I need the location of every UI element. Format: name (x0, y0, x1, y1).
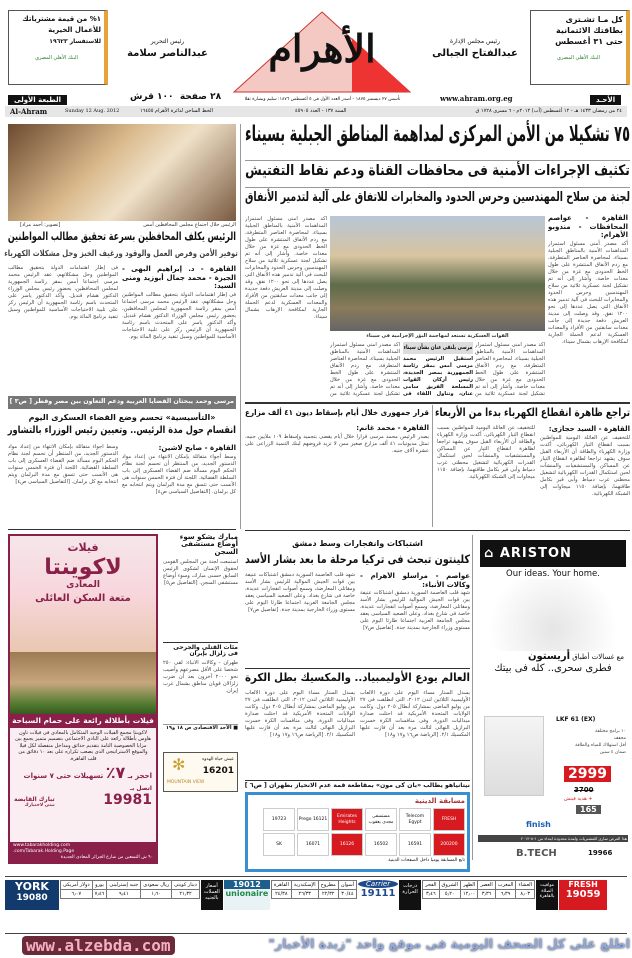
offer-prefix: احجز بـ (127, 772, 152, 781)
ad-offer (10, 764, 156, 785)
carrier-ad[interactable] (358, 880, 398, 910)
article-text: فى إطار اهتمامات الدولة بتحقيق مطالب المواطنين وحل مشكلاتهم، عقد الرئيس محمد مرسى اجتماعا أمس بمقر رئاسة الجمهورية لمجلس المحافظين، بحضور رئيس مجلس الوزراء الدكتور هشام قنديل. وأكد الدكتور ياسر على المتحدث باسم رئاسة الجمهورية أن الرئيس ركز على تلبية الاحتياجات الأساسية للمواطنين وسبل تنفيذ برنامج المائة يوم. (8, 265, 118, 320)
watermark-site[interactable]: www.alzebda.com (22, 936, 175, 955)
promo-line (476, 651, 630, 662)
syria-body (245, 572, 355, 664)
article-text: شهد قلب العاصمة السورية دمشق اشتباكات عنيفة بين قوات الجيش الموالية للرئيس بشار الأسد ومقاتلى المعارضة، وسمع أصوات انفجارات عديدة، خاصة فى شارع بغداد. وعلى الصعيد السياسى يعقد مجلس الجامعة العربية اجتماعا طارئا اليوم على مستوى وزراء الخارجية بمدينة جدة. [تفاصيل ص٧] (360, 590, 470, 631)
ad-title: فيلات (67, 541, 99, 554)
prayer-table (422, 880, 535, 899)
hotline: الخط الساخن لدائرة الأهرام ١٦٤٥٥ (140, 108, 213, 114)
byline: القاهرة - عواصم المحافظات - مندوبو الأهرام: (548, 214, 628, 239)
old-price: 3700 (574, 786, 594, 794)
york-ad[interactable] (5, 880, 59, 910)
date-bar (5, 106, 627, 117)
electricity-headline: تراجع ظاهرة انقطاع الكهرباء بدءا من الأربعاء (434, 406, 630, 419)
logo-text: الأهرام (268, 26, 376, 71)
table-header: الظهر (460, 881, 477, 890)
fresh-logo: FRESH (568, 880, 598, 889)
table-header: المغرب (495, 881, 516, 890)
ad-line: للأعمال الخيرية (48, 26, 101, 34)
currency-table (60, 880, 200, 899)
syria-headline: كلينتون تبحث فى تركيا مرحلة ما بعد بشار الأسد (245, 552, 470, 566)
decree-headline: قرار جمهورى خلال أيام بإسقاط ديون ٤١ ألف مزارع (245, 408, 429, 417)
lead-body-col (245, 216, 327, 398)
bank-logo: البنك الأهلي المصري (557, 55, 600, 61)
ad-title: مسابقة الدينية (414, 797, 465, 805)
offer-percent: ٧٪ (105, 763, 126, 783)
table-cell: ١٫٦٠ (141, 890, 172, 899)
fresh-phone: 19059 (565, 889, 601, 900)
netanyahu-headline[interactable]: نيتانياهو يطالب «بان كى مون» بمقاطعة قمة عدم الانحياز بطهران [ ص٦ ] (244, 782, 470, 789)
ad-address: ٩٠ ش التسعين من شارع الجزائر المعادى الجديدة (60, 855, 153, 860)
feature: ١٠ برامج مختلفة (595, 729, 626, 734)
company-sub: نبنى لاختيارك (24, 803, 55, 809)
president-body (8, 265, 118, 393)
dishwasher-image (484, 716, 544, 796)
iran-story (163, 642, 238, 731)
byline: عواصم - مراسلو الأهرام - وكالات الأنباء: (360, 572, 470, 589)
sponsor-logo[interactable]: SK (263, 833, 295, 856)
electricity-body (540, 425, 630, 525)
mountain-view-ad[interactable] (163, 752, 238, 792)
sponsor-logo[interactable]: FRESH (433, 808, 465, 831)
ad-hero (10, 536, 156, 652)
byline: القاهرة - د. إبراهيم البهى - الجيزة - محمد جمال أبوزيد ومنى السيد: (122, 265, 236, 290)
editor-in-chief (110, 38, 225, 59)
call-label: اتصل بـ (130, 785, 152, 793)
ad-headline: فيلات بأطلالة رائعة على حمام السباحة (10, 714, 156, 728)
ad-line: ١% من قيمة مشترياتك (22, 15, 101, 23)
ad-line: كل مـا تشـترى (565, 15, 623, 24)
article-text: يسدل الستار مساء اليوم على دورة الألعاب الأوليمبية الثلاثين لندن ٢٠١٢، التى انطلقت فى ٢٧ من يوليو الماضى بمشاركة أبطال ٢٠٥ دول. وكانت الولايات المتحدة الأمريكية قد احتلت صدارة ميداليات الدورة. وفى منافسات الكرة خسرت البرازيل النهائى لثالث مرة بعد أن فازت عليها المكسيك ٢/١. [الرياضة ص١٦ و١٧ و١٨] (245, 690, 355, 738)
table-header: الإسكندرية (291, 881, 318, 890)
article-text: وسط أجواء متفائلة بإمكان الانتهاء من إعداد مواد الدستور الجديد، من المنتظر أن تحسم لجنة نظام الحكم اليوم مسألة ضم القضاء العسكرى إلى باب السلطة القضائية. اللجنة أن فترة الخمس سنوات هى الأنسب حتى تتسق مع مدة البرلمان ويتم انتخابه مع كل برلمان. [التفاصيل السياسى ص٤] (122, 453, 236, 495)
table-cell: ٣٠/٤٤ (338, 890, 356, 899)
sponsor-logo[interactable]: 16591 (399, 833, 431, 856)
day-badge: الأحـد (590, 95, 621, 105)
ad-website[interactable]: www.tabarakholding.com (13, 843, 71, 848)
ariston-ad[interactable] (476, 536, 630, 872)
weather-table (271, 880, 357, 899)
feature: أقل استهلاك للمياه والطاقة (575, 743, 626, 748)
promo-brand: أريستون (528, 651, 571, 662)
feature: ضمان ٤ سنين (599, 750, 626, 755)
lead-body-col (475, 342, 545, 398)
table-header: الفجر (423, 881, 439, 890)
decree-body (245, 424, 429, 526)
article-text: استمعت لجنة من المجلس القومى لحقوق الإنسان لشكوى الرئيس السابق حسنى مبارك، وسوء أوضاع مستشفى السجن. [التفاصيل ص٥] (163, 559, 238, 587)
table-cell: ٦٫٠٧ (61, 890, 93, 899)
board-chair-title: رئيس مجلس الإدارة (449, 38, 501, 45)
brand-en: Al-Ahram (10, 107, 48, 116)
ad-brand: لاكوينتا (44, 554, 122, 580)
table-cell: ٢٢/٣٢ (318, 890, 338, 899)
article-text: شهد قلب العاصمة السورية دمشق اشتباكات عنيفة بين قوات الجيش الموالية للرئيس بشار الأسد ومقاتلى المعارضة، وسمع أصوات انفجارات عديدة، خاصة فى شارع بغداد. وعلى الصعيد السياسى يعقد مجلس الجامعة العربية اجتماعا طارئا اليوم على مستوى وزراء الخارجية بمدينة جدة. [تفاصيل ص٧] (245, 572, 355, 613)
constituent-headline: انقسام حول مدة الرئيس.. وتعيين رئيس الوزراء بالتشاور (7, 425, 237, 436)
ad-phone: 19981 (103, 792, 152, 809)
ad-note: تابع المسابقة يوميا داخل الصفحات الدينية (388, 858, 465, 863)
mubarak-story (163, 534, 238, 629)
btech-logo: B.TECH (516, 848, 557, 859)
price: ١٠٠ قرش (130, 92, 174, 102)
edition-badge: الطبعة الأولى (8, 95, 67, 105)
finish-logo: finish (526, 820, 551, 829)
table-header: أسوان (338, 881, 356, 890)
top-right-bank-ad[interactable] (530, 10, 630, 85)
article-text: يسدل الستار مساء اليوم على دورة الألعاب الأوليمبية الثلاثين لندن ٢٠١٢، التى انطلقت فى ٢٧ من يوليو الماضى بمشاركة أبطال ٢٠٥ دول. وكانت الولايات المتحدة الأمريكية قد احتلت صدارة ميداليات الدورة. وفى منافسات الكرة خسرت البرازيل النهائى لثالث مرة بعد أن فازت عليها المكسيك ٢/١. [الرياضة ص١٦ و١٧ و١٨] (360, 690, 470, 738)
olympics-headline: العالم يودع الأوليمبياد.. والمكسيك بطل الكرة (245, 671, 470, 684)
table-cell: ٣٫٤٦ (423, 890, 439, 899)
section-rule (245, 530, 630, 531)
constituent-body (8, 444, 118, 526)
gift-note: + هدية فينش (564, 796, 593, 802)
constituent-body (122, 444, 236, 526)
ad-slogan: Our ideas. Your home. (506, 569, 600, 579)
sponsor-logo[interactable]: Emirates Heights (331, 808, 363, 831)
table-cell: ٥٫٢٠ (439, 890, 460, 899)
photo-caption: القوات العسكرية تستعد لمهاجمة البؤر الإجرامية فى سيناء (366, 333, 509, 339)
table-cell: ٣٫٣٦ (478, 890, 495, 899)
ad-line: للاستفسار ١٩٦٢٣ (49, 38, 101, 45)
promo-tagline: فطرى سحرى.. كله فى بيتك (494, 663, 612, 674)
sponsor-logo[interactable]: Telecom Egypt (399, 808, 431, 831)
issue-number: السنة ١٣٧ - العدد ٤٥٩٠٥ (295, 108, 347, 114)
table-cell: ٦٫٣٩ (495, 890, 516, 899)
sponsor-logo[interactable]: 16502 (365, 833, 397, 856)
carrier-phone: 19111 (360, 888, 396, 899)
qatar-banner[interactable]: مرسى وحمد يبحثان القضايا العربية ودعم التعاون بين مصر وقطر [ ص٣ ] (8, 396, 236, 409)
house-icon: ⌂ (484, 546, 495, 561)
ad-brand: MOUNTAIN VIEW (167, 780, 205, 785)
constituent-kicker: «التأسيسية» تحسم وضع القضاء العسكرى اليوم (28, 413, 216, 422)
ad-line: بطاقتك الائتمانية (556, 26, 623, 35)
website-link[interactable]: www.ahram.org.eg (440, 94, 513, 103)
byline: القاهرة - السيد حجازى: (548, 425, 630, 433)
article-text: أكد مصدر أمنى مسئول استمرار المداهمات الأمنية بالمناطق الجبلية بسيناء، لمحاصرة العناصر المتطرفة، مع ردم الأنفاق المنتشرة على طول الخط الحدودى مع غزة من خلال معدات خاصة. وأشار إلى أنه تم تشكيل لجنة عسكرية ثلاثية من سلاح المهندسين وحرس الحدود والمخابرات للبحث فى آلية تدمير هذه الأنفاق التى يصل عددها إلى نحو ١٢٠٠ نفق. وقد وصلت إلى مدينة العريش دفعة جديدة إلى جانب معدات سابقتين من الأفراد والمعدات العسكرية لدعم الحملة الجارية لمكافحة الإرهاب بشمال سيناء. (245, 216, 327, 320)
sinai-box (403, 342, 473, 398)
btech-phone: 19966 (588, 849, 613, 857)
ad-call (103, 785, 152, 808)
photo-credit: [تصوير: أحمد مراد] (20, 222, 61, 228)
president-body (122, 265, 236, 393)
board-chair-name: عبدالفتاح الجبالى (432, 48, 518, 59)
sponsor-logo[interactable]: 16126 (331, 833, 363, 856)
table-header: يورو (92, 881, 107, 890)
column-divider (432, 405, 433, 527)
feature: مجفف (613, 736, 626, 741)
table-header: الشروق (439, 881, 460, 890)
sponsor-logo[interactable]: 200200 (433, 833, 465, 856)
syria-kicker: اشتباكات وانفجارات وسط دمشق (292, 539, 423, 548)
box-text: استقبل الرئيس محمد مرسى أمس بمقر رئاسة الجمهورية بمصر الجديدة، رئيس أركان القوات المسلحة الفريق سامى عنان، وتناول اللقاء فى (403, 356, 473, 397)
lead-subheadline: لجنة من سلاح المهندسين وحرس الحدود والمخابرات للاتفاق على آلية لتدمير الأنفاق (245, 187, 630, 205)
table-header: العصر (478, 881, 495, 890)
la-quinta-ad[interactable] (8, 534, 158, 864)
table-header: مطروح (318, 881, 338, 890)
unionaire-phone: 19012 (224, 880, 270, 889)
date-en: Sunday 12 Aug. 2012 (65, 108, 120, 114)
electricity-body (437, 425, 535, 525)
hijri-date: ٢٤ من رمضان ١٤٣٣ هـ - ١٢ أغسطس (آب) ٢٠١٢م - ٦ مسرى ١٧٢٨ ق (475, 108, 622, 114)
ad-tagline: متعة السكن العائلى (35, 593, 131, 605)
model-number: LKF 61 (EX) (556, 716, 596, 723)
column-divider (240, 124, 241, 529)
carrier-logo: Carrier (358, 880, 398, 888)
board-chair (420, 38, 530, 59)
article-text: أكد مصدر أمنى مسئول استمرار المداهمات الأمنية بالمناطق الجبلية بسيناء، لمحاصرة العناصر المتطرفة، مع ردم الأنفاق المنتشرة على طول الخط الحدودى مع غزة من خلال معدات خاصة. وأشار إلى أنه تم تشكيل لجنة عسكرية ثلاثية من (330, 342, 400, 397)
olympics-body (360, 690, 470, 776)
sponsor-logo[interactable]: 19723 (263, 808, 295, 831)
article-text: للتخفيف عن العائلة اليومية للمواطنين بسبب انقطاع التيار الكهربائى، أكدت وزارة الكهرباء والطاقة أن الأربعاء القبل سوف يشهد تراجعا لظاهرة انقطاع التيار عن المساكن والمستشفيات والمنشآت لحين استكمال القدرات الكهربائية لتشغيل محطتى غرب دمياط وأبى قير بكامل طاقتهما، بإضافة ١١٥٠ ميجاوات إلى الشبكة الكهربائية. (437, 425, 535, 480)
bottom-info-strip (5, 876, 627, 934)
iran-headline: مئات القتلى والجرحى فى زلزال بإيران (173, 644, 238, 658)
box-title: مرسى يلتقى عنان بشأن سيناء (403, 342, 473, 354)
ad-tagline: عيش حياة الهدوء (202, 757, 234, 762)
table-header: دولار أمريكى (61, 881, 93, 890)
editor-title: رئيس التحرير (150, 38, 185, 45)
president-subheadline: توفير الأمن وفرص العمل والوقود ورغيف الخبز وحل مشكلات الكهرباء (4, 248, 238, 258)
section-rule (245, 668, 470, 669)
governors-meeting-photo (8, 124, 236, 221)
table-cell: ٩٫٤١ (107, 890, 141, 899)
bank-logo: البنك الأهلي المصري (35, 55, 78, 61)
top-left-bank-ad[interactable] (8, 10, 108, 85)
company-logo (14, 796, 55, 808)
article-text: أكد مصدر أمنى مسئول استمرار المداهمات الأمنية بالمناطق الجبلية بسيناء، لمحاصرة العناصر المتطرفة، مع ردم الأنفاق المنتشرة على طول الخط الحدودى مع غزة من خلال معدات خاصة. وأشار إلى أنه تم تشكيل لجنة عسكرية ثلاثية من (475, 342, 545, 397)
feature-list (556, 728, 626, 756)
finish-price: 165 (576, 805, 601, 814)
unionaire-ad[interactable] (224, 880, 270, 910)
palm-icon: ✻ (172, 755, 186, 774)
table-header: ريال سعودى (141, 881, 172, 890)
editor-name: عبدالناصر سلامة (127, 48, 208, 59)
article-text: فى إطار اهتمامات الدولة بتحقيق مطالب المواطنين وحل مشكلاتهم، عقد الرئيس محمد مرسى اجتماعا أمس بمقر رئاسة الجمهورية لمجلس المحافظين، بحضور رئيس مجلس الوزراء الدكتور هشام قنديل. وأكد الدكتور ياسر على المتحدث باسم رئاسة الجمهورية أن الرئيس ركز على تلبية الاحتياجات الأساسية للمواطنين وسبل تنفيذ برنامج المائة يوم. (122, 291, 236, 340)
ad-line: حتى ٣١ أغسطس (555, 37, 623, 46)
york-phone: 19080 (16, 893, 48, 903)
ad-footer (10, 842, 156, 862)
ad-phone: 16201 (202, 766, 234, 776)
watermark-text: اطلع على كل الصحف اليومية فى موقع واحد "زبدة الأخبار" (268, 936, 630, 951)
president-headline: الرئيس يكلف المحافظين بسرعة تحقيق مطالب المواطنين (7, 229, 237, 243)
table-cell: ٢٦/٣٣ (291, 890, 318, 899)
company-name: تبارك القابضة (14, 796, 55, 804)
lead-headline: ٧٥ تشكيلا من الأمن المركزى لمداهمة المناطق الجبلية بسيناء (245, 122, 630, 147)
section-rule (8, 529, 236, 530)
column-divider (472, 535, 473, 860)
section-rule (245, 402, 630, 404)
sponsor-logos (250, 808, 465, 856)
ad-brand: ARISTON (499, 546, 572, 561)
masthead-logo (232, 8, 412, 94)
article-text: طهران - وكالات الأنباء: لقى ٢٥٠ شخصا على الأقل مصرعهم وأصيب نحو ٢٠٠٠ آخرون بعد أن ضرب زلزالان قويان مناطق بشمال غرب إيران. (163, 659, 238, 694)
syria-body (360, 572, 470, 664)
section-ref[interactable]: ■ الأحد الاقتصادى ص ١٨ و١٩ (163, 724, 238, 731)
ad-text: لاكوينتا مجمع الفيلات الوحيد المتكامل بالمعادى فى فيلات تاون هاوس بأطلالة رائعة على النادى الاجتماعى بتصميم متميز يجمع بين مزايا الخصوصية التامة بتقديم حدائق ومداخل منفصلة لكل فيلا والموقع الاستراتيجى الذى يصعب تكراره على بعد ١٠ دقائق من قلب القاهرة. (15, 729, 151, 762)
photo-caption: الرئيس خلال اجتماع مجلس المحافظين أمس (143, 222, 236, 228)
article-text: أكد مصدر أمنى مسئول استمرار المداهمات الأمنية بالمناطق الجبلية بسيناء، لمحاصرة العناصر المتطرفة، مع ردم الأنفاق المنتشرة على طول الخط الحدودى مع غزة من خلال معدات خاصة. وأشار إلى أنه تم تشكيل لجنة عسكرية ثلاثية من سلاح المهندسين وحرس الحدود والمخابرات للبحث فى آلية تدمير هذه الأنفاق التى يصل عددها إلى نحو ١٢٠٠ نفق. وقد وصلت إلى مدينة العريش دفعة جديدة إلى جانب معدات سابقتين من الأفراد والمعدات العسكرية لدعم الحملة الجارية لمكافحة الإرهاب بشمال سيناء. (548, 240, 628, 345)
price-info (130, 92, 221, 102)
article-text: للتخفيف عن العائلة اليومية للمواطنين بسبب انقطاع التيار الكهربائى، أكدت وزارة الكهرباء والطاقة أن الأربعاء القبل سوف يشهد تراجعا لظاهرة انقطاع التيار عن المساكن والمستشفيات والمنشآت لحين استكمال القدرات الكهربائية لتشغيل محطتى غرب دمياط وأبى قير بكامل طاقتهما، بإضافة ١١٥٠ ميجاوات إلى الشبكة الكهربائية. (540, 434, 630, 497)
table-header: العشاء (516, 881, 535, 890)
religious-contest-ad[interactable] (245, 792, 470, 872)
currency-title: أسعار العملات بالجنيه (201, 880, 223, 910)
ad-contact-row (10, 785, 156, 808)
page-count: ٢٨ صفحة (179, 92, 222, 102)
villa-photo (10, 652, 156, 714)
article-text: وسط أجواء متفائلة بإمكان الانتهاء من إعداد مواد الدستور الجديد، من المنتظر أن تحسم لجنة نظام الحكم اليوم مسألة ضم القضاء العسكرى إلى باب السلطة القضائية. اللجنة أن فترة الخمس سنوات هى الأنسب حتى تتسق مع مدة البرلمان ويتم انتخابه مع كل برلمان. [التفاصيل السياسى ص٤] (8, 444, 118, 485)
prayer-title: مواقيت الصلاة بالقاهرة (536, 880, 558, 910)
table-header: القاهرة (271, 881, 291, 890)
byline: القاهرة - صابح لاشين: (158, 444, 236, 452)
lead-subheadline: تكثيف الإجراءات الأمنية فى محافظات القناة ودعم نقاط التفتيش (245, 160, 630, 179)
founded-note: تأسس ٢٧ ديسمبر ١٨٧٥ - أصدر العدد الأول فى ٥ أغسطس ١٨٧٦: سليم وبشارة تقلا (244, 97, 401, 102)
olympics-body (245, 690, 355, 776)
ad-facebook[interactable]: .com/Tabarak.Holding.Page (13, 849, 75, 854)
ariston-logo (480, 540, 626, 567)
table-cell: ٧٫٤٦ (92, 890, 107, 899)
sponsor-logo[interactable]: 16071 (297, 833, 329, 856)
sponsor-logo[interactable]: Prego 16121 (297, 808, 329, 831)
table-header: دينار كويتى (172, 881, 200, 890)
offer-text: تسهيلات حتى ٧ سنوات (23, 772, 104, 781)
ad-subtitle: المعادى (66, 579, 100, 590)
table-header: جنيه إسترلينى (107, 881, 141, 890)
table-cell: ١٢٫٠٠ (460, 890, 477, 899)
table-cell: ٨٫٠٣ (516, 890, 535, 899)
weather-title: درجات الحرارة (399, 880, 421, 910)
article-text: يصدر الرئيس محمد مرسى قرارا خلال أيام يقضى بتجميد وإسقاط ١٠٩ ملايين جنيه، تمثل مديونيات ٤١ ألف مزارع صغير ممن لا تزيد قروضهم لبنك التنمية الزراعى على عشرة آلاف جنيه. (245, 433, 429, 454)
dishes-image (476, 579, 630, 651)
mubarak-headline: مبارك يشكو سوء أوضاع مستشفى السجن (179, 533, 238, 556)
offer-note: هذا العرض سارى للمشتريات ولمدة محدودة ابتداء من ١-٨-٢٠١٢ (478, 835, 628, 842)
price-tag: 2999 (564, 766, 611, 782)
sponsor-logo[interactable]: مستشفى مجدى يعقوب (365, 808, 397, 831)
sinai-photo (330, 216, 545, 331)
unionaire-logo: unionaire (225, 889, 269, 898)
fresh-ad[interactable] (559, 880, 607, 910)
promo-text: مع غسالات أطباق (572, 653, 624, 661)
byline: القاهرة - محمد غانم: (356, 424, 429, 432)
table-cell: ٢١٫٣٢ (172, 890, 200, 899)
lead-body (548, 214, 628, 400)
table-cell: ٢٤/٣٨ (271, 890, 291, 899)
lead-body-col (330, 342, 400, 398)
york-logo: YORK (15, 880, 49, 893)
